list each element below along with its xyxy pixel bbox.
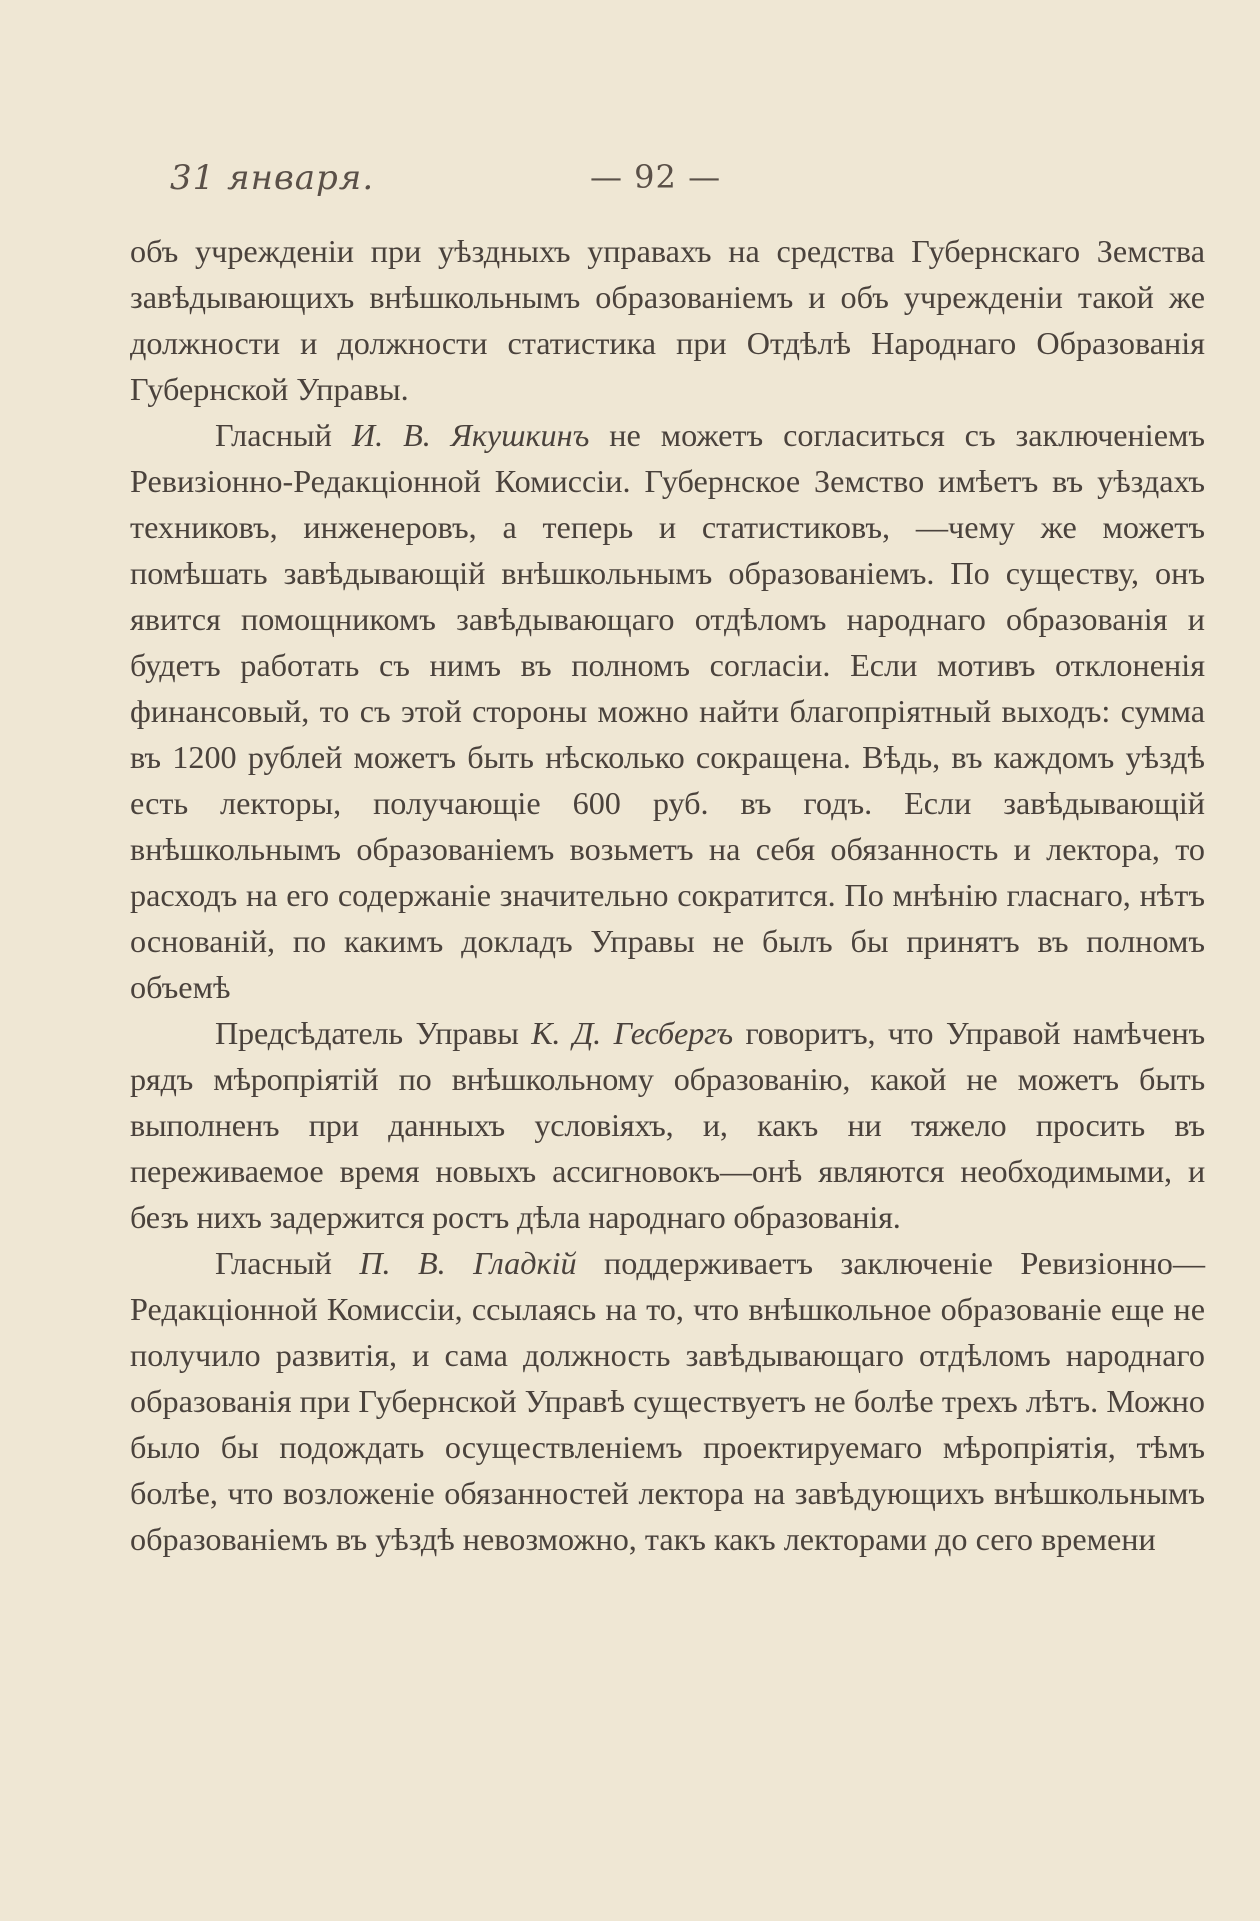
body-text (130, 228, 1205, 1562)
paragraph-text: говоритъ, что Управой намѣченъ рядъ мѣропріятій по внѣшкольному образованію, какой не можетъ быть выполненъ при данныхъ условіяхъ, и, какъ ни тяжело просить въ переживаемое время новыхъ ассигновокъ—онѣ являются необходимыми, и безъ нихъ задержится ростъ дѣла народнаго образованія. (130, 1015, 1205, 1235)
speaker-role: Гласный (215, 417, 332, 453)
paragraph-text: поддерживаетъ заключеніе Ревизіонно—Редакціонной Комиссіи, ссылаясь на то, что внѣшкольное образованіе еще не получило развитія, и сама должность завѣдывающаго отдѣломъ народнаго образованія при Губернской Управѣ существуетъ не болѣе трехъ лѣтъ. Можно было бы подождать осуществленіемъ проектируемаго мѣропріятія, тѣмъ болѣе, что возложеніе обязанностей лектора на завѣдующихъ внѣшкольнымъ образованіемъ въ уѣздѣ невозможно, такъ какъ лекторами до сего времени (130, 1245, 1206, 1557)
page-number: — 92 — (590, 158, 722, 196)
speaker-name: П. В. Гладкій (359, 1245, 577, 1281)
paragraph-gesberg (130, 1010, 1205, 1240)
running-head (170, 158, 1090, 208)
speaker-name: К. Д. Гесбергъ (531, 1015, 733, 1051)
paragraph-yakushkin (130, 412, 1205, 1010)
paragraph-text: не можетъ согласиться съ заключеніемъ Ревизіонно-Редакціонной Комиссіи. Губернское Земство имѣетъ въ уѣздахъ техниковъ, инженеровъ, а теперь и статистиковъ, —чему же можетъ помѣшать завѣдывающій внѣшкольнымъ образованіемъ. По существу, онъ явится помощникомъ завѣдывающаго отдѣломъ народнаго образованія и будетъ работать съ нимъ въ полномъ согласіи. Если мотивъ отклоненія финансовый, то съ этой стороны можно найти благопріятный выходъ: сумма въ 1200 рублей можетъ быть нѣсколько сокращена. Вѣдь, въ каждомъ уѣздѣ есть лекторы, получающіе 600 руб. въ годъ. Если завѣдывающій внѣшкольнымъ образованіемъ возьметъ на себя обязанность и лектора, то расходъ на его содержаніе значительно сократится. По мнѣнію гласнаго, нѣтъ основаній, по какимъ докладъ Управы не былъ бы принятъ въ полномъ объемѣ (130, 417, 1206, 1005)
speaker-name: И. В. Якушкинъ (351, 417, 590, 453)
paragraph-continuation (130, 228, 1205, 412)
paragraph-gladkiy (130, 1240, 1205, 1562)
speaker-role: Предсѣдатель Управы (215, 1015, 519, 1051)
paragraph-text: объ учрежденіи при уѣздныхъ управахъ на средства Губернскаго Земства завѣдывающихъ внѣшкольнымъ образованіемъ и объ учрежденіи такой же должности и должности статистика при Отдѣлѣ Народнаго Образованія Губернской Управы. (130, 233, 1205, 407)
header-date: 31 января. (170, 158, 375, 198)
speaker-role: Гласный (215, 1245, 332, 1281)
